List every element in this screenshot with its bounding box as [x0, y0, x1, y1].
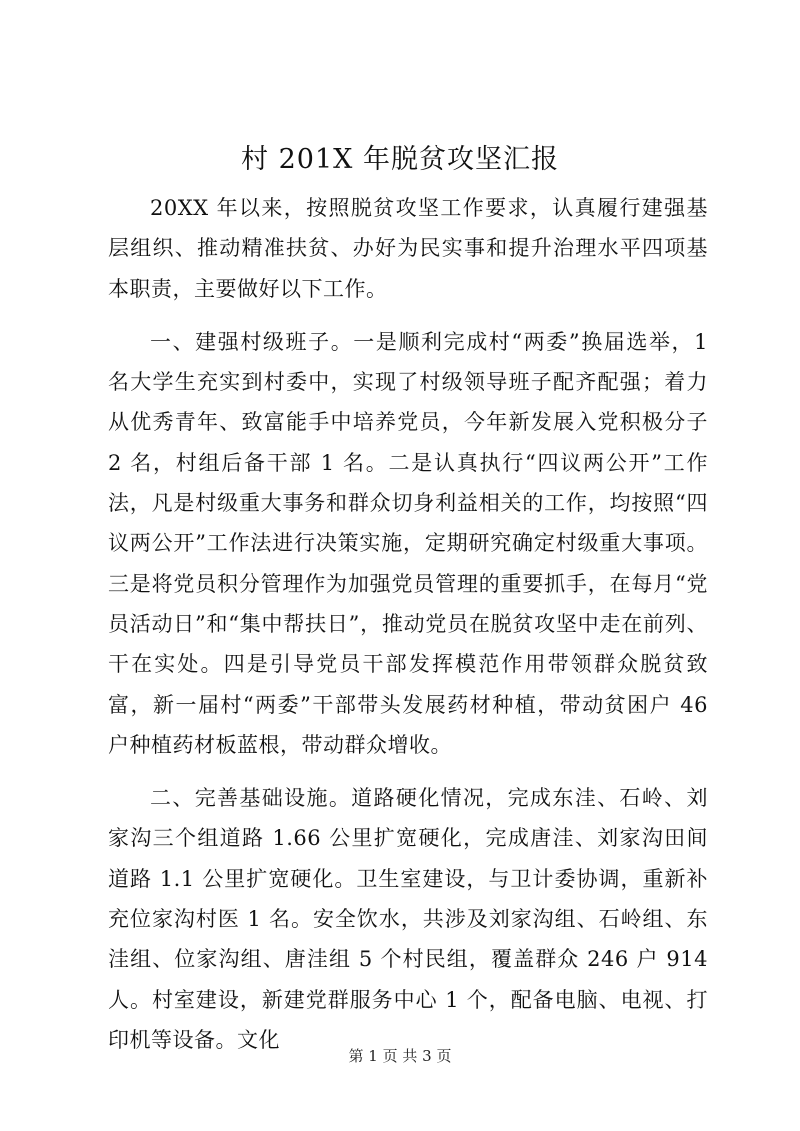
document-title: 村 201X 年脱贫攻坚汇报 — [241, 144, 559, 175]
paragraph-strengthen-village-team: 一、建强村级班子。一是顺利完成村“两委”换届选举，1 名大学生充实到村委中，实现了村级领导班子配齐配强；着力从优秀青年、致富能手中培养党员，今年新发展入党积极分子 2 名，村组后备干部 1 名。二是认真执行“四议两公开”工作法，凡是村级重大事务和群众切身利益相关的工作，均按照“四议两公开”工作法进行决策实施，定期研究确定村级重大事项。三是将党员积分管理作为加强党员管理的重要抓手，在每月“党员活动日”和“集中帮扶日”，推动党员在脱贫攻坚中走在前列、干在实处。四是引导党员干部发挥模范作用带领群众脱贫致富，新一届村“两委”干部带头发展药材种植，带动贫困户 46 户种植药材板蓝根，带动群众增收。 — [108, 329, 708, 757]
document-body — [108, 188, 708, 1060]
paragraph-intro: 20XX 年以来，按照脱贫攻坚工作要求，认真履行建强基层组织、推动精准扶贫、办好为民实事和提升治理水平四项基本职责，主要做好以下工作。 — [108, 196, 708, 301]
page-footer: 第 1 页 共 3 页 — [348, 1047, 452, 1065]
paragraph-infrastructure: 二、完善基础设施。道路硬化情况，完成东洼、石岭、刘家沟三个组道路 1.66 公里扩宽硬化，完成唐洼、刘家沟田间道路 1.1 公里扩宽硬化。卫生室建设，与卫计委协调，重新补充位家沟村医 1 名。安全饮水，共涉及刘家沟组、石岭组、东洼组、位家沟组、唐洼组 5 个村民组，覆盖群众 246 户 914 人。村室建设，新建党群服务中心 1 个，配备电脑、电视、打印机等设备。文化 — [108, 786, 708, 1052]
